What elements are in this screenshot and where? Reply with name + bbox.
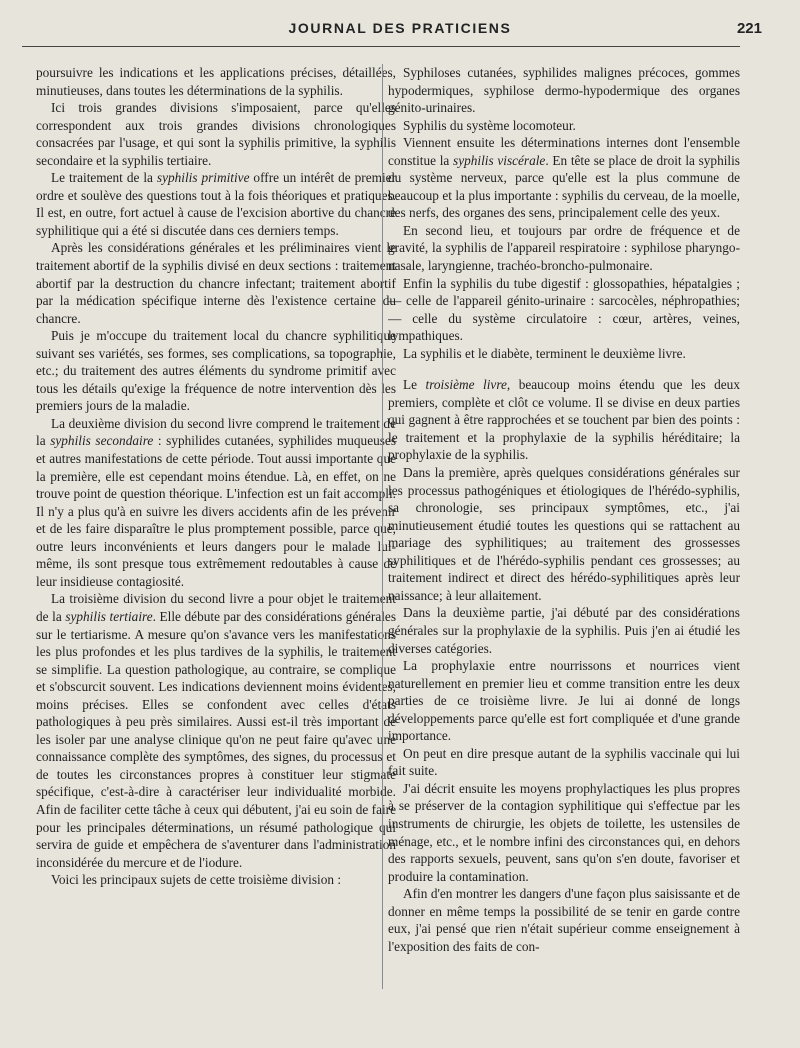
paragraph-text: . Elle débute par des considérations générales sur le tertiarisme. A mesure qu'on s'avance vers les manifestations les plus profondes et les plus tardives de la syphilis, le traitement se simplifie. La question pathologique, au contraire, se complique et s'obscurcit souvent. Les indications deviennent moins évidentes, moins précises. Elles se confondent avec celles d'états pathologiques à peu près similaires. Aussi est-il très important de les isoler par une analyse clinique qu'on ne peut faire qu'avec une connaissance complète des symptômes, des signes, du processus et de toutes les circonstances propres à constituer leur stigmate spécifique, c'est-à-dire à caractériser leur individualité morbide. Afin de faciliter cette tâche à ceux qui débutent, j'ai eu soin de faire pour les principales déterminations, un résumé pathologique qui servira de guide et empêchera de s'aventurer dans l'administration inconsidérée du mercure et de l'iodure.	[36, 608, 396, 870]
paragraph: Syphilis du système locomoteur.	[403, 117, 576, 133]
paragraph: Puis je m'occupe du traitement local du chancre syphilitique suivant ses variétés, ses formes, ses complications, sa topographie, etc.; du traitement des autres éléments du syndrome primitif avec tous les détails qu'exige la fréquence de notre intervention dès les premiers jours de la maladie.	[36, 328, 396, 414]
left-column	[36, 64, 396, 994]
paragraph-text: La troisième division du second livre a pour objet le traitement de la	[36, 591, 396, 624]
column-divider	[382, 64, 383, 989]
paragraph	[36, 169, 396, 239]
paragraph-text: Le	[403, 377, 426, 393]
paragraph: Voici les principaux sujets de cette troisième division :	[51, 872, 342, 888]
right-column	[388, 64, 740, 994]
page-header	[30, 18, 770, 42]
paragraph-text: Le traitement de la	[51, 170, 157, 186]
paragraph: La syphilis et le diabète, terminent le deuxième livre.	[403, 345, 686, 361]
paragraph-text: offre un intérêt de premier ordre et soulève des questions tout à la fois théoriques et pratiques. Il est, en outre, fort actuel à cause de l'excision abortive du chancre syphilitique qui a été si discutée dans ces derniers temps.	[36, 170, 396, 238]
paragraph-text: , beaucoup moins étendu que les deux premiers, complète et clôt ce volume. Il se divise en deux parties qui gagnent à être rapprochées et se touchent par bien des points : le traitement et la prophylaxie de la syphilis héréditaire; la prophylaxie de la syphilis.	[388, 377, 740, 463]
paragraph	[388, 376, 740, 464]
paragraph-text: . En tête se place de droit la syphilis du système nerveux, parce qu'elle est la plus commune de beaucoup et la plus importante : syphilis du cerveau, de la moelle, des nerfs, des organes des sens, principalement celle des yeux.	[388, 152, 740, 221]
paragraph: Dans la deuxième partie, j'ai débuté par des considérations générales sur la prophylaxie de la syphilis. Puis j'en ai étudié les diverses catégories.	[388, 605, 740, 656]
header-rule	[22, 46, 740, 47]
paragraph: Syphiloses cutanées, syphilides malignes précoces, gommes hypodermiques, syphilose dermo-hypodermique des organes génito-urinaires.	[388, 65, 740, 116]
paragraph: La prophylaxie entre nourrissons et nourrices vient naturellement en premier lieu et comme transition entre les deux parties de ce troisième livre. Je lui ai donné de longs développements parce qu'elle est fort compliquée et d'une grande importance.	[388, 658, 740, 744]
italic-term: syphilis tertiaire	[65, 608, 153, 624]
page-number: 221	[736, 20, 762, 37]
paragraph: En second lieu, et toujours par ordre de fréquence et de gravité, la syphilis de l'appareil respiratoire : syphilose pharyngo-nasale, laryngienne, trachéo-broncho-pulmonaire.	[388, 222, 740, 274]
italic-term: syphilis primitive	[156, 170, 250, 186]
paragraph: Dans la première, après quelques considérations générales sur les processus pathogéniques et étiologiques de l'hérédo-syphilis, sa chronologie, ses principaux symptômes, etc., j'ai minutieusement étudié toutes les questions qui se rattachent au mariage des syphilitiques; au traitement des grossesses syphilitiques et de l'hérédo-syphilis pendant ces grossesses; au traitement indirect et direct des hérédo-syphilitiques après leur naissance; à leur allaitement.	[388, 465, 740, 603]
paragraph-text: La deuxième division du second livre comprend le traitement de la	[36, 415, 396, 449]
paragraph	[36, 415, 396, 590]
paragraph: Enfin la syphilis du tube digestif : glossopathies, hépatalgies ; — celle de l'appareil génito-urinaire : sarcocèles, néphropathies; — celle du système circulatoire : cœur, artères, veines, lympathiques.	[388, 275, 740, 344]
paragraph: On peut en dire presque autant de la syphilis vaccinale qui lui fait suite.	[388, 745, 740, 779]
italic-term: syphilis viscérale	[453, 152, 546, 168]
italic-term: syphilis secondaire	[50, 433, 154, 449]
paragraph-text: Viennent ensuite les déterminations internes dont l'ensemble constitue la	[388, 135, 740, 168]
paragraph: Afin d'en montrer les dangers d'une façon plus saisissante et de donner en même temps la possibilité de se tenir en garde contre eux, j'ai pensé que rien n'était supérieur comme enseignement à l'exposition des faits de con-	[388, 886, 740, 954]
paragraph: poursuivre les indications et les applications précises, détaillées, minutieuses, dans toutes les déterminations de la syphilis.	[36, 65, 396, 98]
paragraph: Après les considérations générales et les préliminaires vient le traitement abortif de la syphilis divisé en deux sections : traitement abortif par la destruction du chancre infectant; traitement abortif par la médication spécifique interne dès l'existence certaine du chancre.	[36, 240, 396, 326]
paragraph	[36, 590, 396, 871]
running-title: JOURNAL DES PRATICIENS	[288, 20, 512, 36]
paragraph-text: : syphilides cutanées, syphilides muqueuses et autres manifestations de cette période. Tout aussi importante que la première, elle est cependant moins étendue. Là, en effet, on ne trouve point de question théorique. L'infection est un fait accompli. Il n'y a plus qu'à en suivre les divers accidents afin de les prévenir et de les faire disparaître le plus promptement possible, parce que, outre leurs inconvénients et leurs dangers pour le malade lui-même, ils sont presque tous extrêmement redoutables à cause de leur insidieuse contagiosité.	[36, 433, 396, 589]
italic-term: troisième livre	[425, 377, 507, 393]
paragraph: Ici trois grandes divisions s'imposaient, parce qu'elles correspondent aux trois grandes divisions chronologiques consacrées par l'usage, et qui sont la syphilis primitive, la syphilis secondaire et la syphilis tertiaire.	[36, 100, 396, 168]
paragraph	[388, 134, 740, 222]
paragraph: J'ai décrit ensuite les moyens prophylactiques les plus propres à se préserver de la contagion syphilitique qui s'effectue par les instruments de chirurgie, les objets de toilette, les ustensiles de ménage, etc., et le nombre infini des circonstances qui, en dehors des rapports sexuels, peuvent, sans qu'on s'en doute, favoriser et produire la contamination.	[388, 780, 740, 884]
